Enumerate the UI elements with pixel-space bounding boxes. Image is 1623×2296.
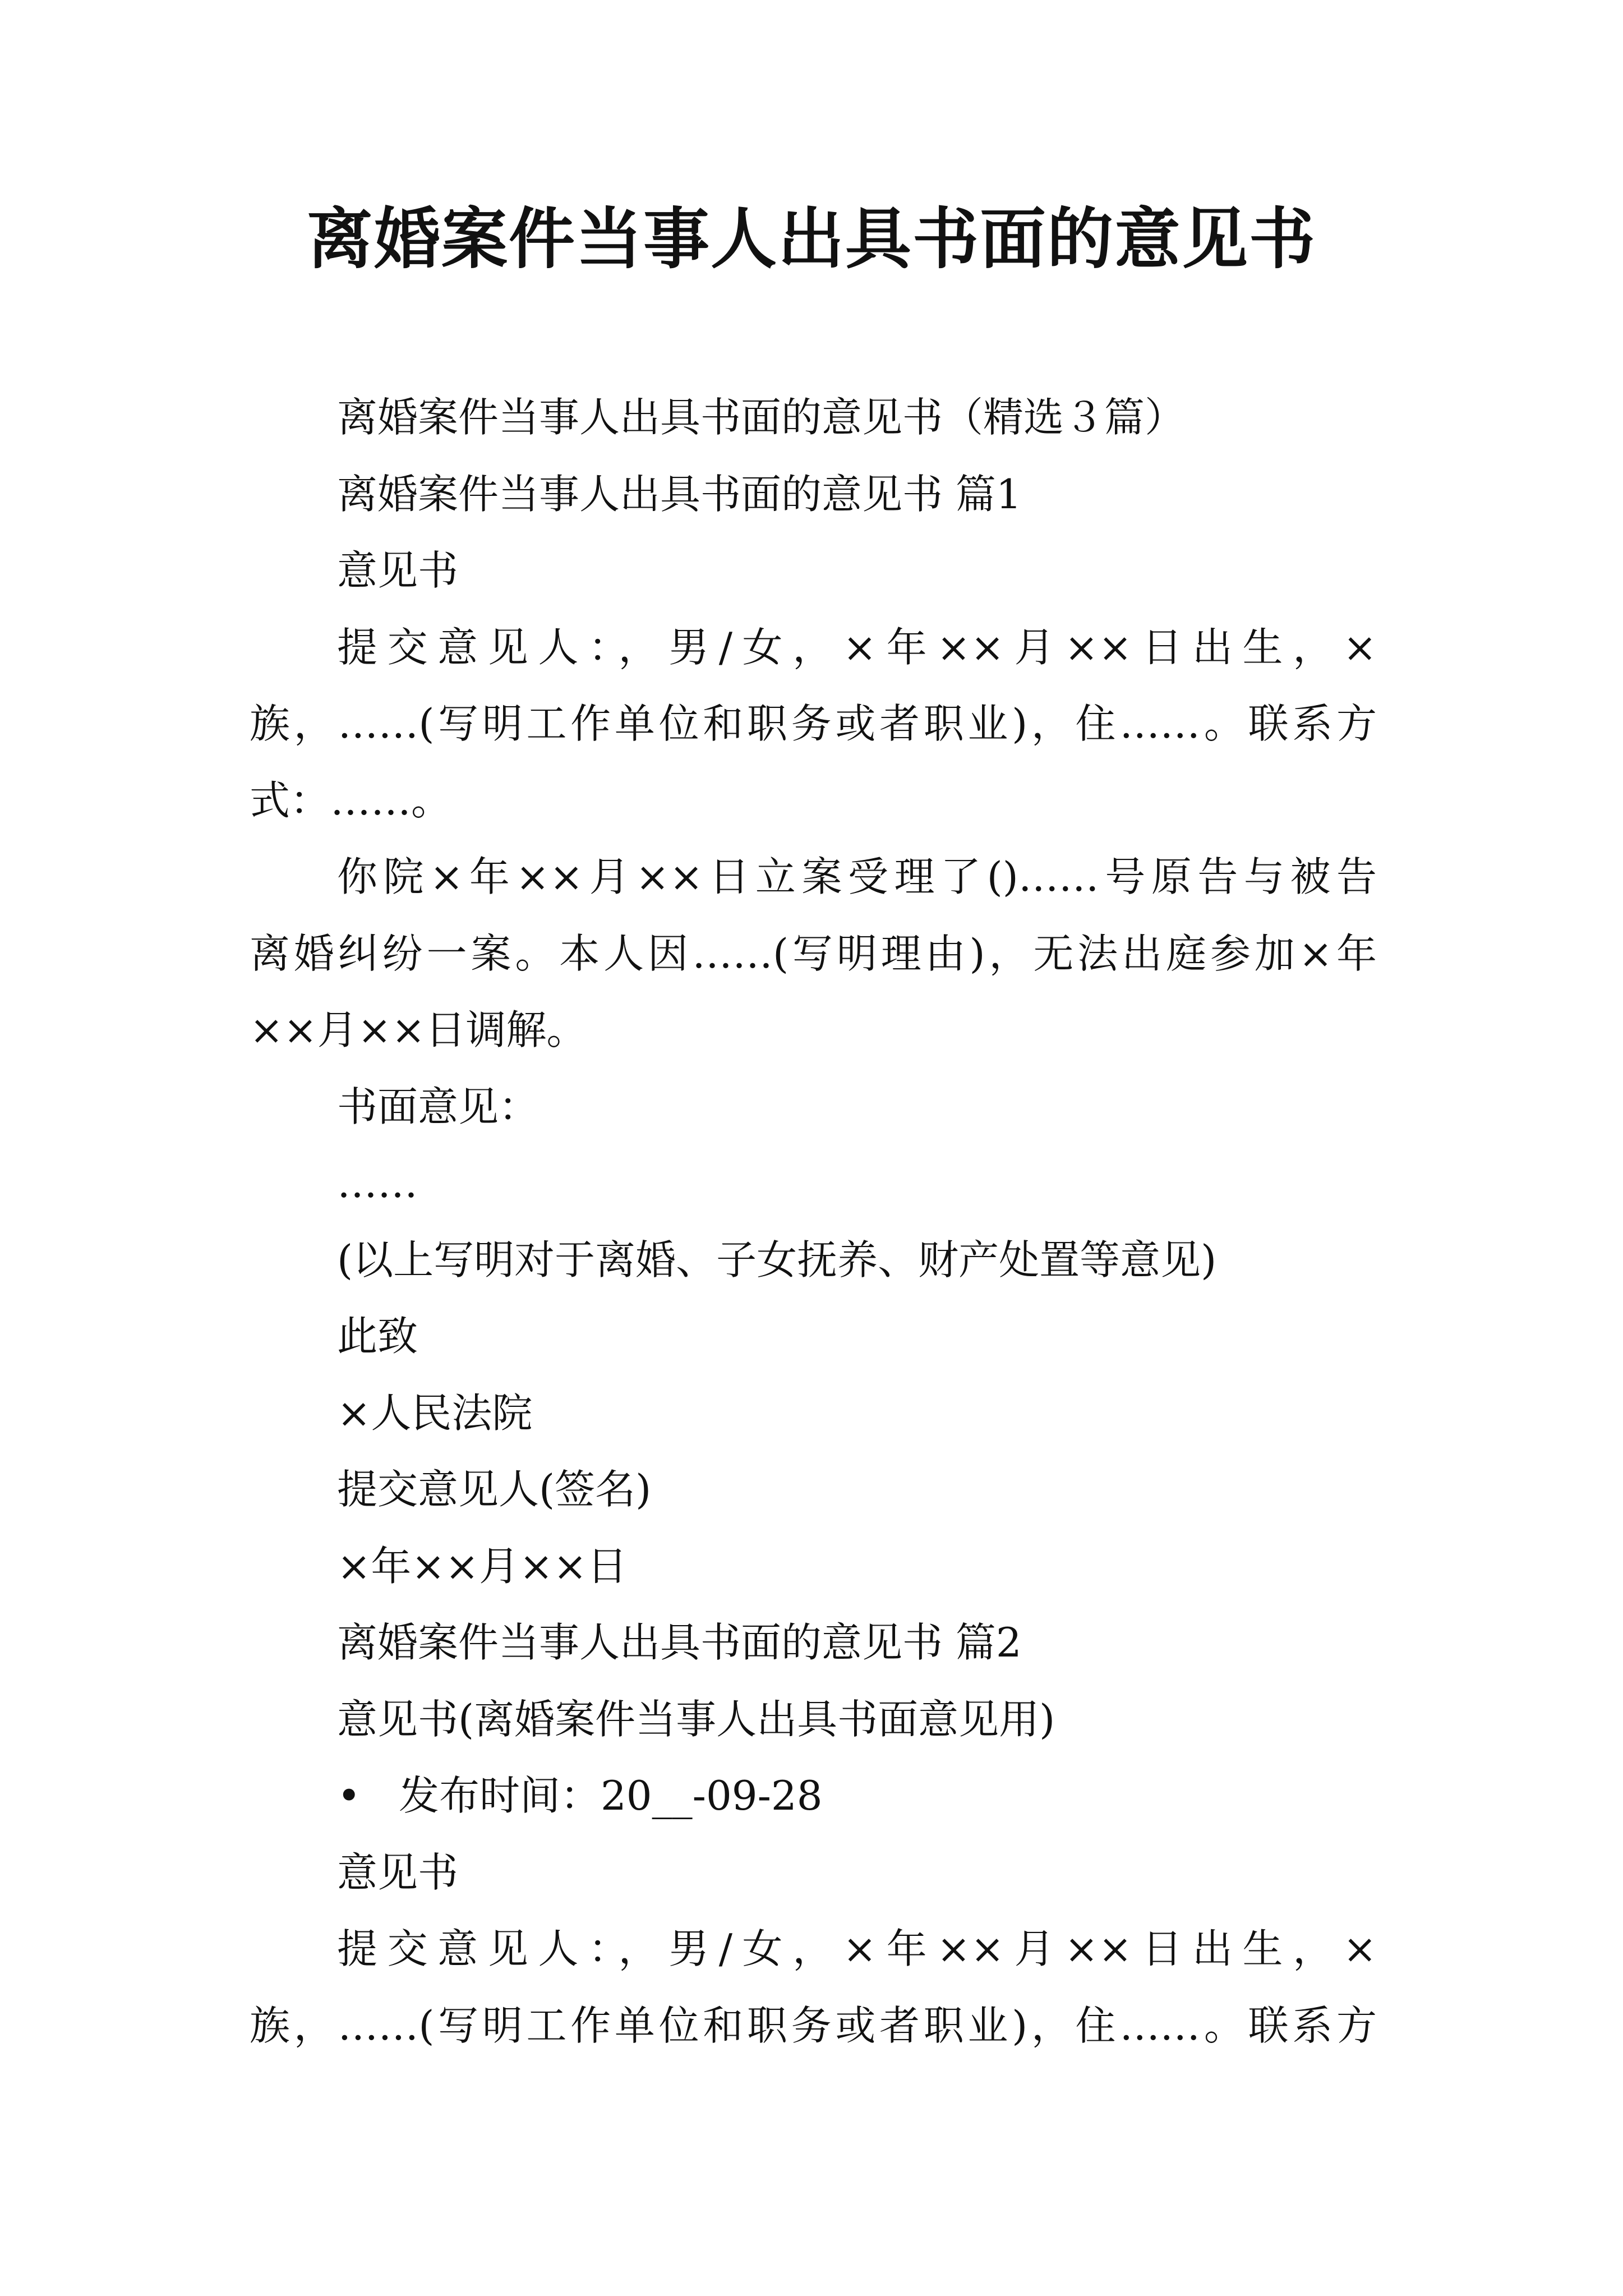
para3-line2: 族，……(写明工作单位和职务或者职业)，住……。联系方 (250, 2001, 1377, 2049)
subtitle-line: 离婚案件当事人出具书面的意见书（精选３篇） (337, 394, 1186, 441)
para1-line2: 族，……(写明工作单位和职务或者职业)，住……。联系方 (250, 700, 1377, 747)
opinion-note: (以上写明对于离婚、子女抚养、财产处置等意见) (337, 1236, 1217, 1283)
publish-time: 发布时间：20__-09-28 (399, 1772, 823, 1819)
para2-line3: ××月××日调解。 (250, 1006, 587, 1053)
publish-time-row (250, 1757, 1377, 1834)
doc-heading-3: 意见书 (337, 1848, 459, 1896)
signature-line: 提交意见人(签名) (337, 1466, 652, 1513)
ellipsis-line: …… (337, 1159, 418, 1207)
document-body (250, 379, 1377, 2064)
salutation: 此致 (337, 1313, 418, 1360)
doc-heading: 意见书 (337, 547, 459, 594)
date-line: ×年××月××日 (337, 1542, 628, 1590)
document-title: 离婚案件当事人出具书面的意见书 (306, 200, 1316, 278)
para3-line1: 提交意见人：，男/女，×年××月××日出生，× (337, 1925, 1377, 1972)
para1-line1: 提交意见人：，男/女，×年××月××日出生，× (337, 623, 1377, 671)
para2-line1: 你院×年××月××日立案受理了()……号原告与被告 (337, 853, 1377, 900)
section-heading-1: 离婚案件当事人出具书面的意见书 篇1 (337, 470, 1022, 518)
bullet-icon: • (337, 1772, 361, 1819)
doc-heading-2: 意见书(离婚案件当事人出具书面意见用) (337, 1695, 1055, 1743)
written-opinion-label: 书面意见： (337, 1083, 540, 1130)
court-name: ×人民法院 (337, 1389, 533, 1437)
para2-line2: 离婚纠纷一案。本人因……(写明理由)，无法出庭参加×年 (250, 930, 1377, 977)
section-heading-2: 离婚案件当事人出具书面的意见书 篇2 (337, 1619, 1022, 1666)
para1-line3: 式：……。 (250, 776, 452, 824)
